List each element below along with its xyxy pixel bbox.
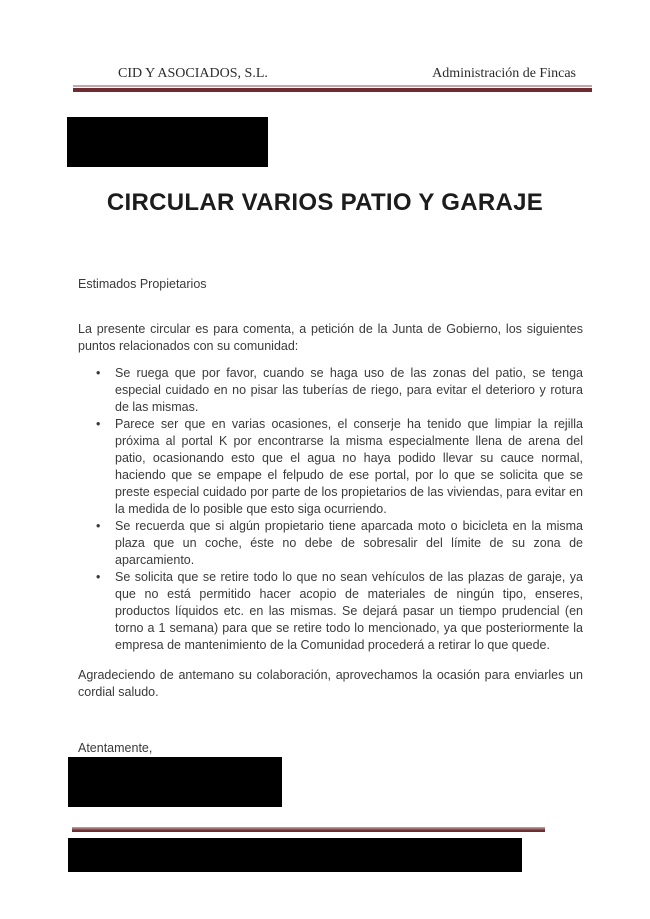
list-item bbox=[78, 518, 583, 569]
greeting-line: Estimados Propietarios bbox=[78, 277, 207, 291]
bullet-icon: • bbox=[96, 417, 101, 431]
page-title: CIRCULAR VARIOS PATIO Y GARAJE bbox=[106, 189, 544, 216]
bullet-icon: • bbox=[96, 570, 101, 584]
intro-paragraph: La presente circular es para comenta, a petición de la Junta de Gobierno, los siguientes puntos relacionados con su comunidad: bbox=[78, 322, 583, 353]
list-item-text: Se ruega que por favor, cuando se haga uso de las zonas del patio, se tenga especial cuidado en no pisar las tuberías de riego, para evitar el deterioro y rotura de las mismas. bbox=[115, 366, 583, 414]
list-item bbox=[78, 365, 583, 416]
redacted-block-address bbox=[67, 117, 268, 167]
footer-rule bbox=[72, 827, 545, 832]
list-item-text: Se recuerda que si algún propietario tiene aparcada moto o bicicleta en la misma plaza que un coche, éste no debe de sobresalir del límite de su zona de aparcamiento. bbox=[115, 519, 583, 567]
list-item bbox=[78, 569, 583, 654]
closing-paragraph: Agradeciendo de antemano su colaboración, aprovechamos la ocasión para enviarles un cordial saludo. bbox=[78, 668, 583, 699]
letterhead-department: Administración de Fincas bbox=[432, 66, 576, 81]
list-item-text: Parece ser que en varias ocasiones, el conserje ha tenido que limpiar la rejilla próxima al portal K por encontrarse la misma especialmente llena de arena del patio, ocasionando esto que el agua no haya podido llevar su cauce normal, haciendo que se empape el felpudo de ese portal, por lo que se solicita que se preste especial cuidado por parte de los propietarios de las viviendas, para evitar en la medida de lo posible que esto siga ocurriendo. bbox=[115, 417, 583, 516]
signoff-line: Atentamente, bbox=[78, 741, 153, 755]
bullet-list bbox=[78, 365, 583, 654]
letter-body bbox=[78, 276, 583, 792]
list-item bbox=[78, 416, 583, 518]
letterhead-company: CID Y ASOCIADOS, S.L. bbox=[118, 66, 268, 81]
redacted-block-signature bbox=[68, 757, 282, 807]
list-item-text: Se solicita que se retire todo lo que no sean vehículos de las plazas de garaje, ya que no está permitido hacer acopio de materiales de ningún tipo, enseres, productos líquidos etc. en las mismas. Se dejará pasar un tiempo prudencial (en torno a 1 semana) para que se retire todo lo mencionado, ya que posteriormente la empresa de mantenimiento de la Comunidad procederá a retirar lo que quede. bbox=[115, 570, 583, 652]
bullet-icon: • bbox=[96, 519, 101, 533]
bullet-icon: • bbox=[96, 366, 101, 380]
redacted-block-footer bbox=[68, 838, 522, 872]
letterhead bbox=[73, 66, 592, 82]
letterhead-rule bbox=[73, 85, 592, 92]
